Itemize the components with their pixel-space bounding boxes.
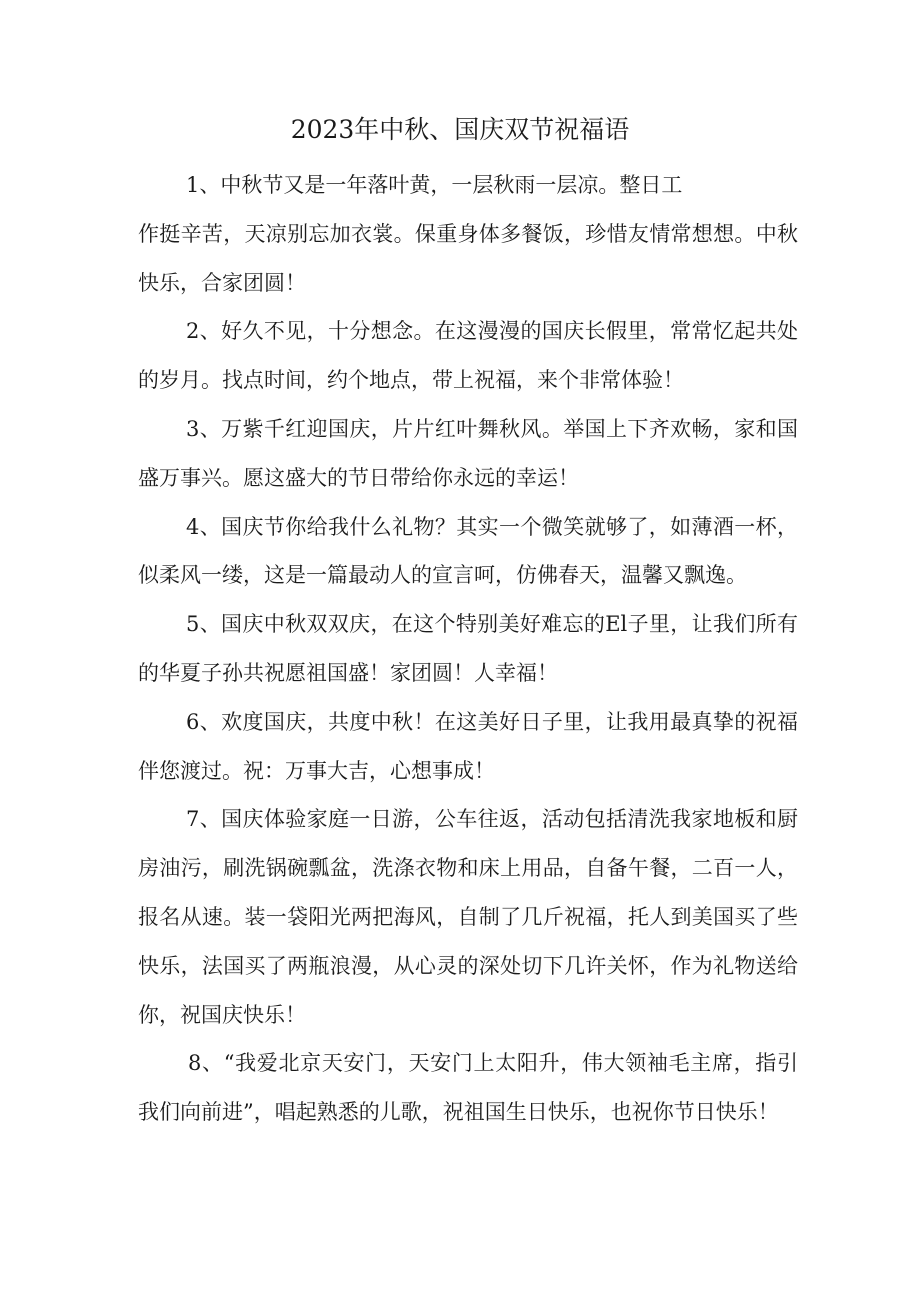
paragraph-6: 6、欢度国庆，共度中秋！在这美好日子里，让我用最真挚的祝福伴您渡过。祝：万事大吉，心想事成！ (138, 709, 798, 783)
paragraph-5: 5、国庆中秋双双庆，在这个特别美好难忘的El子里，让我们所有的华夏子孙共祝愿祖国盛！家团圆！人幸福！ (138, 612, 798, 685)
paragraph-7: 7、国庆体验家庭一日游，公车往返，活动包括清洗我家地板和厨房油污，刷洗锅碗瓢盆，洗涤衣物和床上用品，自备午餐，二百一人，报名从速。装一袋阳光两把海风，自制了几斤祝福，托人到美国买了些快乐，法国买了两瓶浪漫，从心灵的深处切下几许关怀，作为礼物送给你，祝国庆快乐！ (138, 807, 798, 1027)
paragraph-8: 8、“我爱北京天安门，天安门上太阳升，伟大领袖毛主席，指引我们向前进”，唱起熟悉的儿歌，祝祖国生日快乐，也祝你节日快乐！ (138, 1051, 798, 1125)
document-body (138, 161, 798, 1137)
paragraph-3: 3、万紫千红迎国庆，片片红叶舞秋风。举国上下齐欢畅，家和国盛万事兴。愿这盛大的节日带给你永远的幸运！ (138, 416, 798, 490)
paragraph-2: 2、好久不见，十分想念。在这漫漫的国庆长假里，常常忆起共处的岁月。找点时间，约个地点，带上祝福，来个非常体验！ (138, 319, 798, 393)
paragraph-1-first-line: 1、中秋节又是一年落叶黄，一层秋雨一层凉。整日工 (186, 173, 683, 197)
paragraph-1-continuation: 作挺辛苦，天凉别忘加衣裳。保重身体多餐饭，珍惜友情常想想。中秋快乐，合家团圆！ (138, 221, 798, 295)
paragraph-4: 4、国庆节你给我什么礼物？其实一个微笑就够了，如薄酒一杯，似柔风一缕，这是一篇最动人的宣言呵，仿佛春天，温馨又飘逸。 (138, 514, 798, 588)
document-title: 2023年中秋、国庆双节祝福语 (290, 115, 630, 144)
